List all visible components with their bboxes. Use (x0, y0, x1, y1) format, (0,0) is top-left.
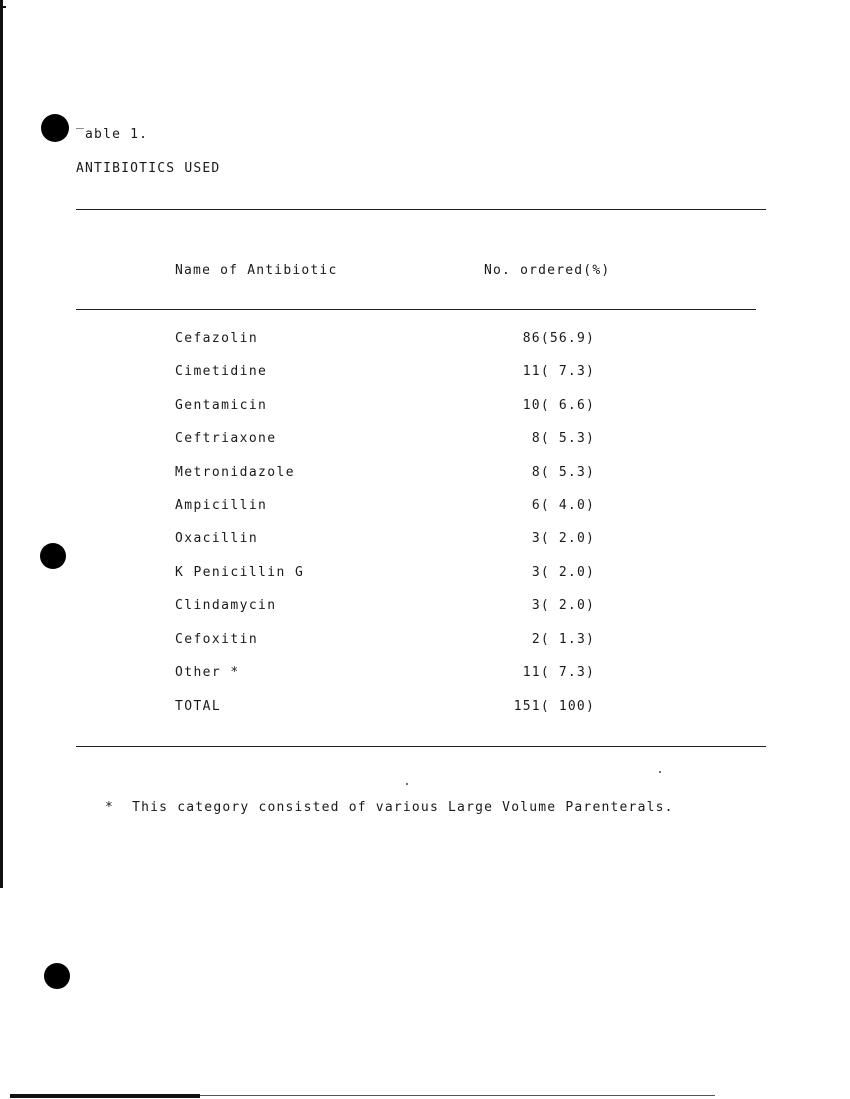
page-bottom-line (200, 1095, 715, 1096)
antibiotic-name: Other * (175, 665, 240, 680)
binder-hole-top (41, 114, 69, 142)
antibiotic-name: Ampicillin (175, 498, 268, 513)
antibiotic-name: Oxacillin (175, 531, 259, 546)
antibiotic-name: Clindamycin (175, 598, 277, 613)
top-rule (76, 209, 766, 210)
total-label: TOTAL (175, 699, 222, 714)
ordered-value: 3( 2.0) (531, 531, 595, 546)
ordered-value: 6( 4.0) (531, 498, 595, 513)
antibiotic-name: K Penicillin G (175, 565, 305, 580)
antibiotic-name: Gentamicin (175, 398, 268, 413)
table-row (0, 498, 850, 516)
binder-hole-bottom (44, 963, 70, 989)
table-row (0, 598, 850, 616)
ordered-value: 10( 6.6) (522, 398, 595, 413)
ordered-value: 11( 7.3) (522, 364, 595, 379)
ordered-value: 11( 7.3) (522, 665, 595, 680)
table-row (0, 364, 850, 382)
table-row (0, 531, 850, 549)
table-row (0, 431, 850, 449)
antibiotic-name: Cimetidine (175, 364, 268, 379)
ordered-value: 3( 2.0) (531, 565, 595, 580)
ordered-value: 8( 5.3) (531, 465, 595, 480)
ordered-value: 2( 1.3) (531, 632, 595, 647)
footnote: * This category consisted of various Large Volume Parenterals. (105, 800, 674, 815)
ordered-value: 8( 5.3) (531, 431, 595, 446)
ordered-value: 3( 2.0) (531, 598, 595, 613)
table-row (0, 331, 850, 349)
bottom-rule (76, 746, 766, 747)
scan-speck (406, 783, 408, 785)
header-rule (76, 309, 756, 310)
table-row (0, 665, 850, 683)
antibiotic-name: Metronidazole (175, 465, 295, 480)
table-row (0, 565, 850, 583)
antibiotic-name: Ceftriaxone (175, 431, 277, 446)
page-corner-mark (0, 6, 6, 8)
table-row (0, 465, 850, 483)
ordered-value: 86(56.9) (522, 331, 595, 346)
table-label: ‾able 1. (76, 127, 149, 142)
column-header-name: Name of Antibiotic (175, 263, 338, 278)
table-row (0, 398, 850, 416)
antibiotic-name: Cefoxitin (175, 632, 259, 647)
total-value: 151( 100) (513, 699, 595, 714)
column-header-ordered: No. ordered(%) (484, 263, 611, 278)
page-bottom-edge (10, 1094, 200, 1098)
antibiotic-name: Cefazolin (175, 331, 259, 346)
scan-speck (659, 771, 661, 773)
table-title: ANTIBIOTICS USED (76, 161, 221, 176)
table-row-total (0, 699, 850, 717)
table-row (0, 632, 850, 650)
